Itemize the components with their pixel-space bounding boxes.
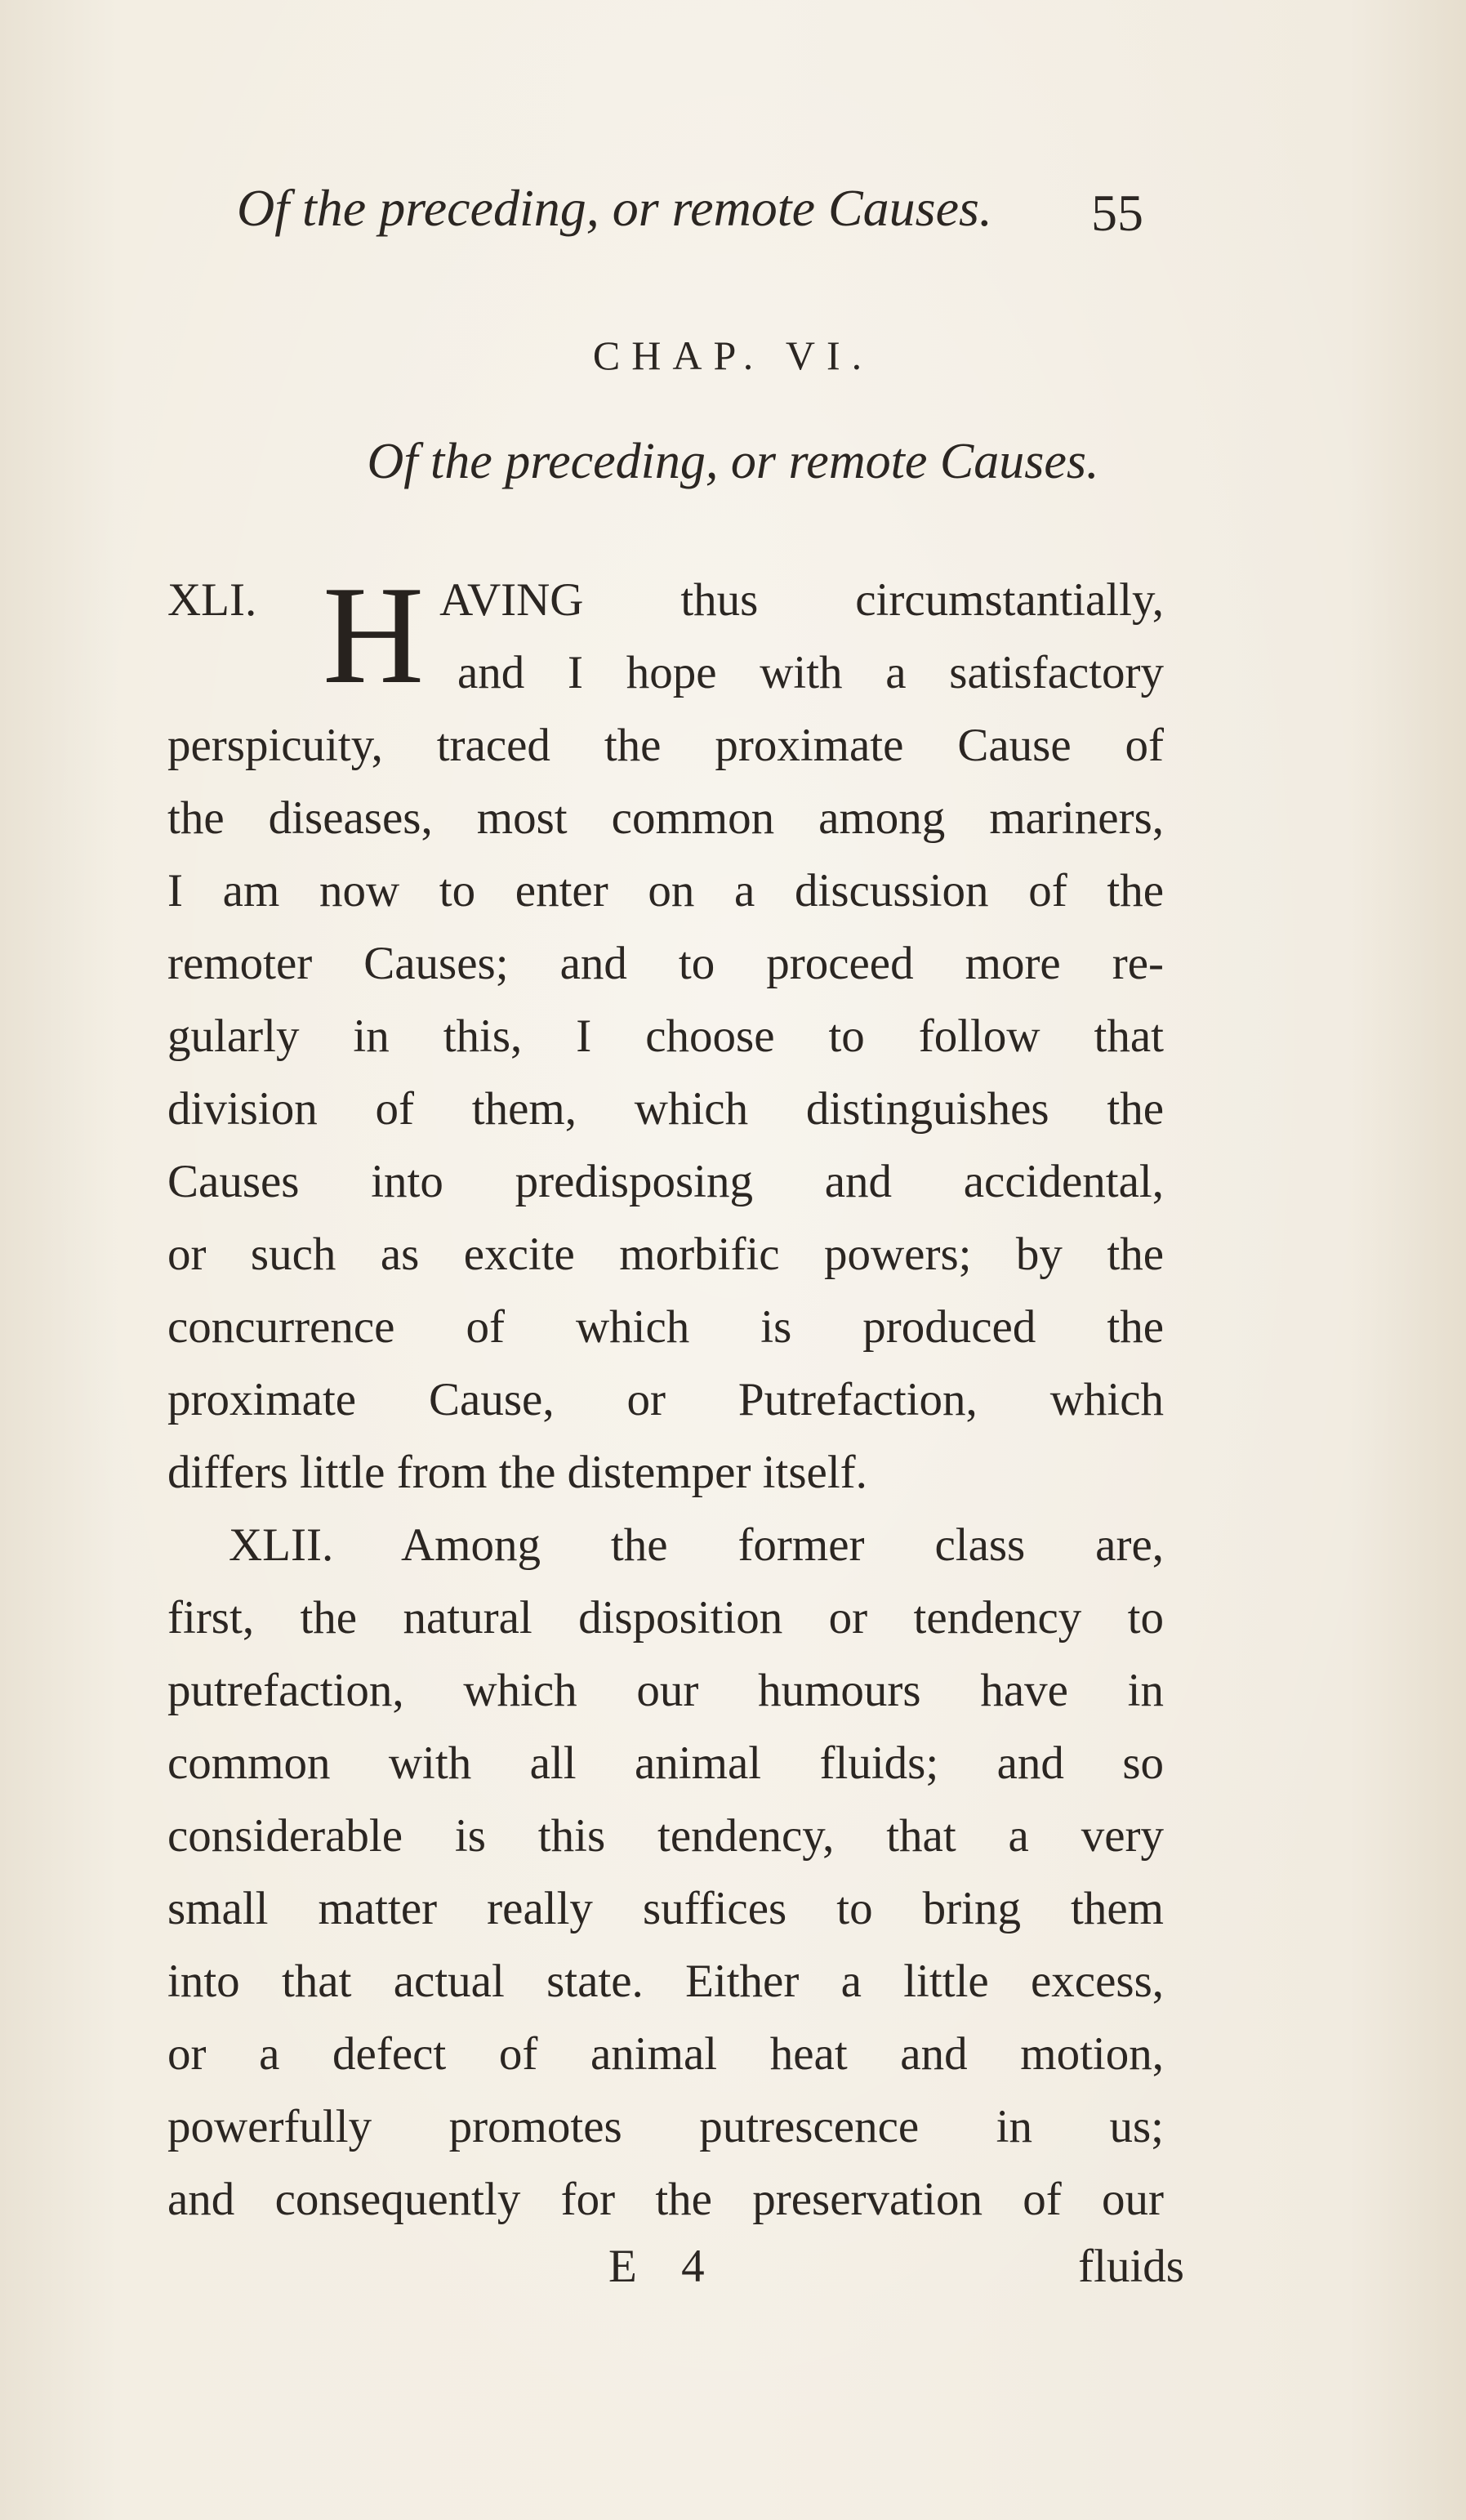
- text-line: common with all animal fluids; and so: [167, 1737, 1164, 1789]
- section-41-first-word: AVING: [439, 574, 584, 626]
- text-line: division of them, which distinguishes the: [167, 1083, 1164, 1135]
- text-line: putrefaction, which our humours have in: [167, 1665, 1164, 1716]
- text-line: remoter Causes; and to proceed more re-: [167, 938, 1164, 989]
- page-number: 55: [1091, 184, 1143, 242]
- running-head-title: Of the preceding, or remote Causes.: [237, 179, 992, 237]
- running-head: [237, 176, 1176, 241]
- text-line: Causes into predisposing and accidental,: [167, 1156, 1164, 1207]
- chapter-title: Of the preceding, or remote Causes.: [367, 434, 1099, 489]
- text-line: considerable is this tendency, that a very: [167, 1810, 1164, 1862]
- section-41-line1-rest: thus circumstantially,: [680, 574, 1165, 626]
- catchword: fluids: [1078, 2241, 1184, 2292]
- body-text: [167, 558, 1165, 2236]
- text-line: into that actual state. Either a little excess,: [167, 1956, 1164, 2007]
- section-42-first-line: XLII. Among the former class are,: [229, 1519, 1164, 1571]
- page-footer: [0, 2234, 1466, 2299]
- text-line: or such as excite morbific powers; by the: [167, 1229, 1164, 1280]
- text-line: powerfully promotes putrescence in us;: [167, 2101, 1164, 2152]
- text-line: differs little from the distemper itself.: [167, 1447, 867, 1498]
- text-line: and consequently for the preservation of our: [167, 2174, 1164, 2225]
- text-line: concurrence of which is produced the: [167, 1301, 1164, 1353]
- text-line: gularly in this, I choose to follow that: [167, 1010, 1164, 1062]
- text-line: perspicuity, traced the proximate Cause of: [167, 720, 1164, 771]
- text-line: the diseases, most common among mariners,: [167, 792, 1164, 844]
- drop-cap: H: [323, 558, 425, 713]
- text-line: I am now to enter on a discussion of the: [167, 865, 1164, 917]
- section-41-number: XLI.: [167, 574, 257, 626]
- text-line: proximate Cause, or Putrefaction, which: [167, 1374, 1164, 1425]
- signature-mark: E 4: [608, 2241, 721, 2292]
- text-line: and I hope with a satisfactory: [457, 647, 1164, 698]
- text-line: first, the natural disposition or tendency to: [167, 1592, 1164, 1644]
- text-line: or a defect of animal heat and motion,: [167, 2028, 1164, 2080]
- text-line: small matter really suffices to bring them: [167, 1883, 1164, 1934]
- chapter-label: CHAP. VI.: [592, 332, 874, 378]
